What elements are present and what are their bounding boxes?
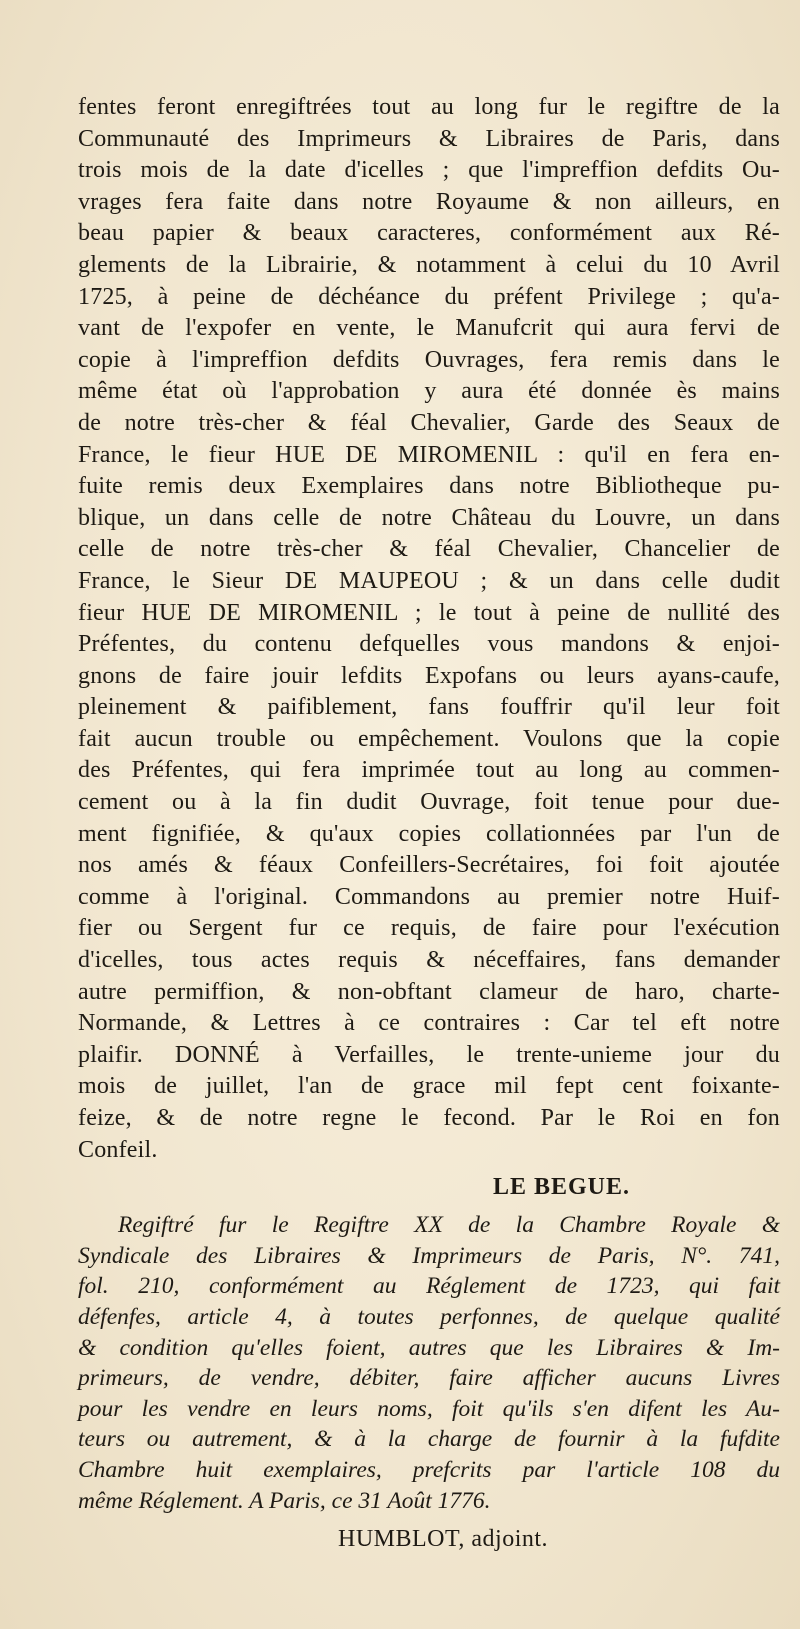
body-line: trois mois de la date d'icelles ; que l'impreffion defdits Ou- <box>78 157 780 184</box>
body-line: des Préfentes, qui fera imprimée tout au long au commen- <box>78 757 780 784</box>
privilege-text <box>78 92 780 1556</box>
body-line: France, le Sieur DE MAUPEOU ; & un dans celle dudit <box>78 567 780 594</box>
body-line: France, le fieur HUE DE MIROMENIL : qu'il en fera en- <box>78 441 780 468</box>
body-line: fait aucun trouble ou empêchement. Voulons que la copie <box>78 725 780 752</box>
registration-line: pour les vendre en leurs noms, foit qu'ils s'en difent les Au- <box>78 1395 780 1422</box>
body-line: Communauté des Imprimeurs & Libraires de Paris, dans <box>78 125 780 152</box>
signature-humblot: HUMBLOT, adjoint. <box>338 1526 549 1553</box>
body-line: ment fignifiée, & qu'aux copies collationnées par l'un de <box>78 820 780 847</box>
body-line: de notre très-cher & féal Chevalier, Garde des Seaux de <box>78 409 780 436</box>
registration-line: & condition qu'elles foient, autres que les Libraires & Im- <box>78 1334 780 1361</box>
body-line: mois de juillet, l'an de grace mil fept cent foixante- <box>78 1073 780 1100</box>
body-line: copie à l'impreffion defdits Ouvrages, fera remis dans le <box>78 346 780 373</box>
body-line: beau papier & beaux caracteres, conformément aux Ré- <box>78 220 780 247</box>
body-line: vrages fera faite dans notre Royaume & non ailleurs, en <box>78 188 780 215</box>
body-line: blique, un dans celle de notre Château du Louvre, un dans <box>78 504 780 531</box>
body-line: autre permiffion, & non-obftant clameur de haro, charte- <box>78 978 780 1005</box>
body-line: fuite remis deux Exemplaires dans notre Bibliotheque pu- <box>78 473 780 500</box>
body-line: gnons de faire jouir lefdits Expofans ou leurs ayans-caufe, <box>78 662 780 689</box>
registration-line: défenfes, article 4, à toutes perfonnes, de quelque qualité <box>78 1303 780 1330</box>
body-line: celle de notre très-cher & féal Chevalier, Chancelier de <box>78 536 780 563</box>
body-line: fier ou Sergent fur ce requis, de faire pour l'exécution <box>78 915 780 942</box>
body-line: fieur HUE DE MIROMENIL ; le tout à peine de nullité des <box>78 599 780 626</box>
registration-line: Chambre huit exemplaires, prefcrits par l'article 108 du <box>78 1456 780 1483</box>
body-line: nos amés & féaux Confeillers-Secrétaires, foi foit ajoutée <box>78 852 780 879</box>
body-line: plaifir. DONNÉ à Verfailles, le trente-unieme jour du <box>78 1041 780 1068</box>
body-line: feize, & de notre regne le fecond. Par le Roi en fon <box>78 1105 780 1131</box>
body-line: Préfentes, du contenu defquelles vous mandons & enjoi- <box>78 631 780 658</box>
registration-line: fol. 210, conformément au Réglement de 1723, qui fait <box>78 1273 780 1300</box>
registration-line: Syndicale des Libraires & Imprimeurs de Paris, N°. 741, <box>78 1242 780 1269</box>
body-paragraph <box>78 92 780 1166</box>
body-line: Normande, & Lettres à ce contraires : Car tel eft notre <box>78 1010 780 1037</box>
body-line: comme à l'original. Commandons au premier notre Huif- <box>78 883 780 910</box>
body-line: fentes feront enregiftrées tout au long fur le regiftre de la <box>78 94 780 120</box>
body-line: cement ou à la fin dudit Ouvrage, foit tenue pour due- <box>78 789 780 816</box>
body-line: glements de la Librairie, & notamment à celui du 10 Avril <box>78 251 780 278</box>
registration-line: Regiftré fur le Regiftre XX de la Chambre Royale & <box>118 1212 780 1239</box>
registration-paragraph <box>78 1210 780 1516</box>
body-line: vant de l'expofer en vente, le Manufcrit qui aura fervi de <box>78 315 780 342</box>
signature-le-begue: LE BEGUE. <box>492 1174 630 1201</box>
registration-line: primeurs, de vendre, débiter, faire afficher aucuns Livres <box>78 1365 780 1392</box>
body-line: Confeil. <box>78 1136 158 1163</box>
registration-line: même Réglement. A Paris, ce 31 Août 1776. <box>78 1487 491 1514</box>
body-line: d'icelles, tous actes requis & néceffaires, fans demander <box>78 947 780 974</box>
body-line: pleinement & paifiblement, fans fouffrir qu'il leur foit <box>78 694 780 721</box>
body-line: 1725, à peine de déchéance du préfent Privilege ; qu'a- <box>78 283 780 310</box>
body-line: même état où l'approbation y aura été donnée ès mains <box>78 378 780 405</box>
registration-line: teurs ou autrement, & à la charge de fournir à la fufdite <box>78 1426 780 1453</box>
